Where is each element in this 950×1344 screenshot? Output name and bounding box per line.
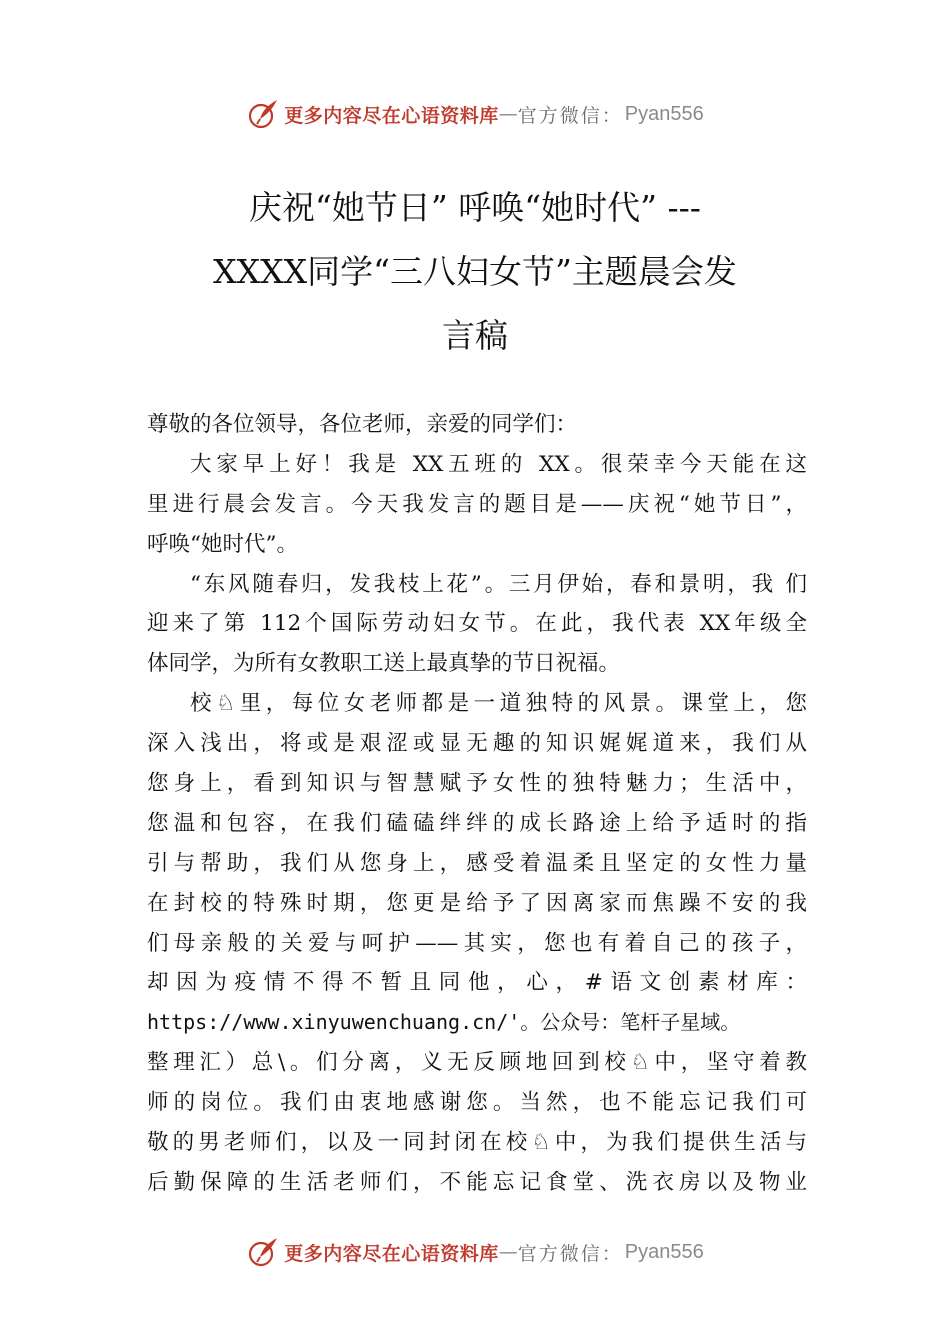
- body-line: 体同学，为所有女教职工送上最真挚的节日祝福。: [147, 651, 621, 677]
- body-line: 引与帮助，我们从您身上，感受着温柔且坚定的女性力量: [147, 850, 807, 876]
- body-line: 里进行晨会发言。今天我发言的题目是——庆祝“她节日”，: [147, 491, 807, 517]
- body-line: 后勤保障的生活老师们，不能忘记食堂、洗衣房以及物业: [147, 1169, 807, 1195]
- watermark-dash: —: [498, 103, 518, 125]
- title-line-2: XXXX同学“三八妇女节”主题晨会发: [213, 252, 737, 291]
- body-line: 们母亲般的关爱与呵护——其实，您也有着自己的孩子，: [147, 930, 807, 956]
- body-line: 您身上，看到知识与智慧赋予女性的独特魅力；生活中，: [147, 771, 807, 797]
- body-line: 在封校的特殊时期，您更是给予了因离家而焦躁不安的我: [147, 890, 807, 916]
- header-watermark: [0, 94, 950, 134]
- body-line-url: https://www.xinyuwenchuang.cn/'。公众号：笔杆子星域。: [147, 1010, 741, 1035]
- body-line: 呼唤“她时代”。: [147, 531, 298, 557]
- body-line: 却因为疫情不得不暂且同他，心，#语文创素材库：: [147, 970, 807, 996]
- body-line: 整理汇）总\。们分离，义无反顾地回到校♘中，坚守着教: [147, 1050, 807, 1076]
- body-line: 校♘里，每位女老师都是一道独特的风景。课堂上，您: [190, 691, 807, 717]
- watermark-wechat-label: 官方微信：: [517, 1242, 623, 1265]
- watermark-brand-text: 更多内容尽在心语资料库: [284, 104, 499, 127]
- body-line: 迎来了第 112个国际劳动妇女节。在此，我代表 XX年级全: [147, 611, 807, 637]
- document-body: [147, 405, 807, 1203]
- body-line: 大家早上好！我是 XX五班的 XX。很荣幸今天能在这: [190, 451, 807, 477]
- document-title: [120, 176, 830, 368]
- feather-pen-logo-icon: [246, 1235, 280, 1269]
- title-line-1: 庆祝“她节日” 呼唤“她时代” ---: [249, 188, 701, 227]
- title-line-3: 言稿: [442, 316, 508, 355]
- footer-watermark: [0, 1232, 950, 1272]
- body-line: 敬的男老师们，以及一同封闭在校♘中，为我们提供生活与: [147, 1130, 807, 1156]
- watermark-wechat-id: Pyan556: [624, 102, 704, 125]
- watermark-wechat-label: 官方微信：: [517, 104, 623, 127]
- watermark-brand-text: 更多内容尽在心语资料库: [284, 1242, 499, 1265]
- body-line: 师的岗位。我们由衷地感谢您。当然，也不能忘记我们可: [147, 1090, 807, 1116]
- body-line: 您温和包容，在我们磕磕绊绊的成长路途上给予适时的指: [147, 810, 807, 836]
- greeting-line: 尊敬的各位领导，各位老师，亲爱的同学们：: [147, 412, 578, 437]
- feather-pen-logo-icon: [246, 97, 280, 131]
- body-line: 深入浅出，将或是艰涩或显无趣的知识娓娓道来，我们从: [147, 731, 807, 757]
- body-line: “东风随春归，发我枝上花”。三月伊始，春和景明，我 们: [190, 571, 807, 597]
- watermark-dash: —: [498, 1241, 518, 1263]
- watermark-wechat-id: Pyan556: [624, 1240, 704, 1263]
